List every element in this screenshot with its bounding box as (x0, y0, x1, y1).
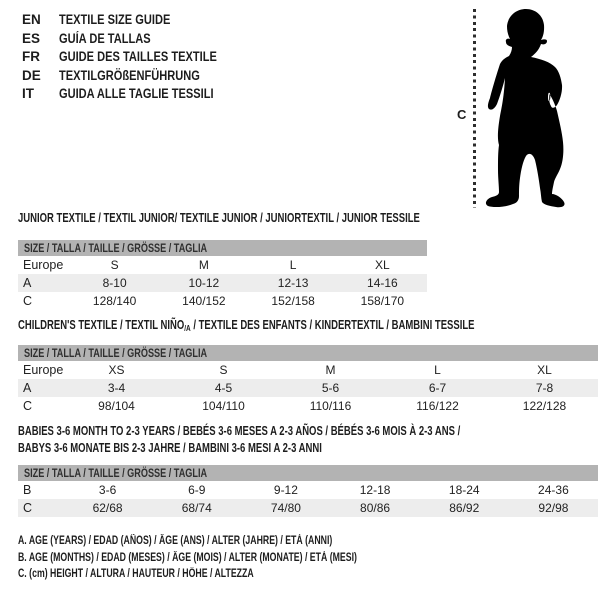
lang-item-en (22, 12, 252, 31)
row-label: Europe (23, 363, 64, 377)
lang-label: GUÍA DE TALLAS (59, 30, 151, 46)
lang-label: GUIDE DES TAILLES TEXTILE (59, 49, 217, 64)
children-heading-part2: / TEXTILE DES ENFANTS / KINDERTEXTIL / BAMBINI TESSILE (190, 318, 475, 332)
value-cell: 10-12 (188, 276, 220, 290)
lang-code: DE (22, 67, 41, 83)
size-cell: S (219, 363, 228, 377)
baby-silhouette-image (484, 8, 574, 208)
value-cell: 24-36 (538, 483, 569, 497)
value-cell: 80/86 (360, 501, 391, 515)
children-section-heading (18, 317, 600, 337)
value-cell: 86/92 (449, 501, 480, 515)
value-cell: 110/116 (309, 399, 352, 413)
size-cell: S (110, 258, 119, 272)
footnote-a: A. AGE (YEARS) / EDAD (AÑOS) / ÂGE (ANS) / ALTER (JAHRE) / ETÀ (ANNI) (18, 535, 333, 547)
value-cell: 104/110 (202, 399, 245, 413)
lang-item-es (22, 31, 252, 50)
baby-silhouette-path (486, 9, 565, 207)
table-row (18, 274, 427, 292)
lang-item-de (22, 68, 252, 87)
value-cell: 68/74 (181, 501, 212, 515)
babies-heading-line1: BABIES 3-6 MONTH TO 2-3 YEARS / BEBÉS 3-6 MESES A 2-3 AÑOS / BÉBÉS 3-6 MOIS À 2-3 ANS / (18, 424, 461, 438)
row-label: C (23, 294, 33, 308)
value-cell: 4-5 (214, 381, 233, 395)
size-header-label: SIZE / TALLA / TAILLE / GRÖSSE / TAGLIA (24, 346, 208, 360)
table-row (18, 379, 598, 397)
row-label: C (23, 399, 33, 413)
value-cell: 152/158 (271, 294, 315, 308)
size-cell: XL (375, 258, 390, 272)
row-label: A (23, 276, 32, 290)
size-cell: L (434, 363, 441, 377)
value-cell: 116/122 (416, 399, 459, 413)
size-header-bar (18, 345, 598, 361)
value-cell: 92/98 (538, 501, 569, 515)
value-cell: 6-9 (188, 483, 206, 497)
lang-label: TEXTILE SIZE GUIDE (59, 12, 171, 27)
value-cell: 8-10 (102, 276, 127, 290)
size-header-label: SIZE / TALLA / TAILLE / GRÖSSE / TAGLIA (24, 241, 208, 255)
value-cell: 18-24 (448, 483, 480, 497)
value-cell: 14-16 (367, 276, 398, 290)
lang-code: IT (22, 86, 34, 101)
table-row (18, 361, 598, 379)
lang-code: EN (22, 12, 41, 27)
row-label: B (23, 483, 32, 497)
footnote-b: B. AGE (MONTHS) / EDAD (MESES) / ÂGE (MOIS) / ALTER (MONATE) / ETÀ (MESI) (18, 551, 357, 564)
lang-label: GUIDA ALLE TAGLIE TESSILI (59, 86, 214, 101)
table-row (18, 499, 598, 517)
junior-heading-text: JUNIOR TEXTILE / TEXTIL JUNIOR/ TEXTILE JUNIOR / JUNIORTEXTIL / JUNIOR TESSILE (18, 211, 420, 225)
value-cell: 7-8 (535, 381, 554, 395)
value-cell: 9-12 (273, 483, 298, 497)
children-heading-part1: CHILDREN'S TEXTILE / TEXTIL NIÑO (18, 318, 185, 332)
babies-heading-line2: BABYS 3-6 MONATE BIS 2-3 JAHRE / BAMBINI 3-6 MESI A 2-3 ANNI (18, 441, 322, 455)
value-cell: 5-6 (321, 381, 340, 395)
size-cell: M (325, 363, 336, 377)
junior-size-table (18, 240, 427, 310)
footnotes (18, 535, 464, 585)
lang-item-fr (22, 49, 252, 68)
table-row (18, 292, 427, 310)
height-label-c: C (457, 107, 467, 122)
babies-size-table (18, 465, 598, 517)
table-row (18, 397, 598, 415)
size-cell: M (198, 258, 209, 272)
value-cell: 98/104 (98, 399, 135, 413)
value-cell: 74/80 (270, 501, 301, 515)
row-label: Europe (23, 258, 64, 272)
row-label: A (23, 381, 32, 395)
value-cell: 3-4 (107, 381, 126, 395)
lang-item-it (22, 86, 252, 105)
table-row (18, 256, 427, 274)
children-heading-sub: /A (184, 323, 191, 333)
value-cell: 122/128 (522, 399, 567, 413)
table-row (18, 481, 598, 499)
value-cell: 128/140 (92, 294, 137, 308)
value-cell: 3-6 (98, 483, 117, 497)
value-cell: 62/68 (92, 501, 123, 515)
children-heading-text (18, 317, 474, 337)
size-cell: L (289, 258, 297, 272)
size-header-bar (18, 465, 598, 481)
children-size-table (18, 345, 598, 415)
value-cell: 12-18 (359, 483, 391, 497)
lang-label: TEXTILGRÖßENFÜHRUNG (59, 67, 200, 83)
value-cell: 6-7 (428, 381, 447, 395)
value-cell: 140/152 (182, 294, 226, 308)
language-guide-list (22, 12, 252, 105)
size-header-label: SIZE / TALLA / TAILLE / GRÖSSE / TAGLIA (24, 466, 208, 480)
size-header-bar (18, 240, 427, 256)
value-cell: 158/170 (360, 294, 405, 308)
value-cell: 12-13 (277, 276, 309, 290)
junior-section-heading (18, 210, 547, 227)
babies-section-heading (18, 423, 600, 457)
footnote-c: C. (cm) HEIGHT / ALTURA / HAUTEUR / HÖHE / ALTEZZA (18, 568, 254, 581)
height-reference-dashed-line (473, 9, 476, 208)
size-cell: XL (537, 363, 552, 377)
size-cell: XS (108, 363, 125, 377)
lang-code: FR (22, 49, 40, 64)
row-label: C (23, 501, 33, 515)
lang-code: ES (22, 30, 41, 46)
